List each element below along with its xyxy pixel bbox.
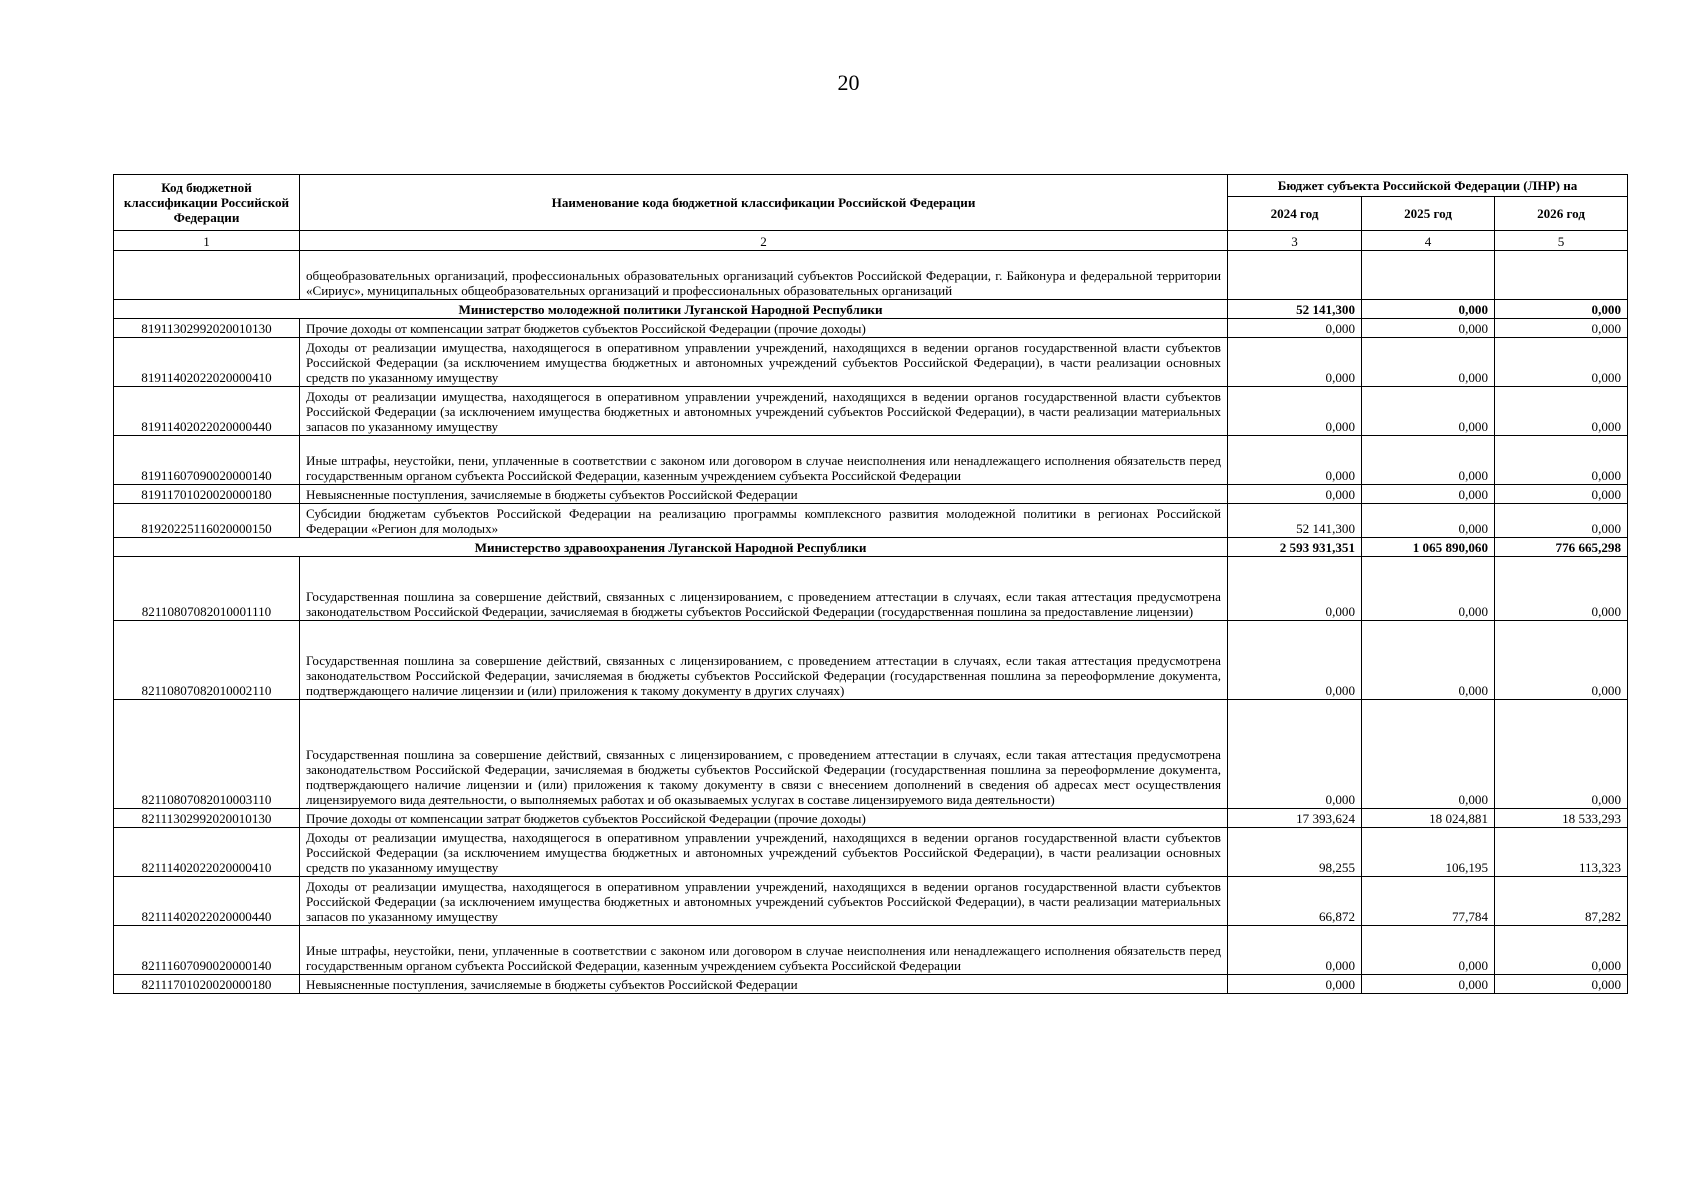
value-2025: 77,784 (1362, 877, 1495, 926)
value-2026: 0,000 (1495, 504, 1628, 538)
value-2025 (1362, 251, 1495, 300)
value-2026: 0,000 (1495, 557, 1628, 621)
table-row (114, 700, 1628, 809)
value-2024: 0,000 (1228, 338, 1362, 387)
code-name: Доходы от реализации имущества, находящегося в оперативном управлении учреждений, находящихся в ведении органов государственной власти субъектов Российской Федерации (за исключением имущества бюджетных и автономных учреждений субъектов Российской Федерации), в части реализации основных средств по указанному имуществу (300, 338, 1228, 387)
col-number: 3 (1228, 231, 1362, 251)
value-2024: 0,000 (1228, 557, 1362, 621)
value-2024: 0,000 (1228, 436, 1362, 485)
budget-table (113, 174, 1628, 994)
code-name: Государственная пошлина за совершение действий, связанных с лицензированием, с проведением аттестации в случаях, если такая аттестация предусмотрена законодательством Российской Федерации, зачисляемая в бюджеты субъектов Российской Федерации (государственная пошлина за переоформление документа, подтверждающего наличие лицензии и (или) приложения к такому документу в других случаях) (300, 621, 1228, 700)
section-row (114, 300, 1628, 319)
budget-code: 81911607090020000140 (114, 436, 300, 485)
table-row (114, 251, 1628, 300)
section-total-2025: 0,000 (1362, 300, 1495, 319)
value-2026 (1495, 251, 1628, 300)
code-name: Иные штрафы, неустойки, пени, уплаченные в соответствии с законом или договором в случае неисполнения или ненадлежащего исполнения обязательств перед государственным органом субъекта Российской Федерации, казенным учреждением субъекта Российской Федерации (300, 436, 1228, 485)
value-2025: 0,000 (1362, 621, 1495, 700)
value-2026: 0,000 (1495, 436, 1628, 485)
table-row (114, 621, 1628, 700)
table-row (114, 319, 1628, 338)
value-2024: 0,000 (1228, 926, 1362, 975)
page-number: 20 (837, 70, 860, 95)
value-2024: 98,255 (1228, 828, 1362, 877)
col-number: 4 (1362, 231, 1495, 251)
table-row (114, 504, 1628, 538)
budget-code: 81911302992020010130 (114, 319, 300, 338)
value-2026: 0,000 (1495, 319, 1628, 338)
table-header (114, 175, 1628, 251)
code-name: Доходы от реализации имущества, находящегося в оперативном управлении учреждений, находящихся в ведении органов государственной власти субъектов Российской Федерации (за исключением имущества бюджетных и автономных учреждений субъектов Российской Федерации), в части реализации материальных запасов по указанному имуществу (300, 877, 1228, 926)
section-total-2024: 2 593 931,351 (1228, 538, 1362, 557)
budget-code: 81911402022020000440 (114, 387, 300, 436)
header-budget: Бюджет субъекта Российской Федерации (ЛНР) на (1228, 175, 1628, 197)
value-2024: 0,000 (1228, 621, 1362, 700)
budget-code: 82110807082010003110 (114, 700, 300, 809)
value-2024 (1228, 251, 1362, 300)
value-2026: 0,000 (1495, 338, 1628, 387)
value-2024: 0,000 (1228, 975, 1362, 994)
value-2025: 0,000 (1362, 436, 1495, 485)
value-2026: 0,000 (1495, 700, 1628, 809)
section-title: Министерство молодежной политики Луганской Народной Республики (114, 300, 1228, 319)
budget-code: 82111607090020000140 (114, 926, 300, 975)
table-row (114, 877, 1628, 926)
value-2026: 0,000 (1495, 387, 1628, 436)
section-row (114, 538, 1628, 557)
value-2026: 0,000 (1495, 975, 1628, 994)
table-row (114, 809, 1628, 828)
section-title: Министерство здравоохранения Луганской Народной Республики (114, 538, 1228, 557)
code-name: Субсидии бюджетам субъектов Российской Федерации на реализацию программы комплексного развития молодежной политики в регионах Российской Федерации «Регион для молодых» (300, 504, 1228, 538)
header-name: Наименование кода бюджетной классификации Российской Федерации (300, 175, 1228, 231)
value-2024: 52 141,300 (1228, 504, 1362, 538)
value-2025: 0,000 (1362, 338, 1495, 387)
value-2025: 0,000 (1362, 485, 1495, 504)
value-2024: 17 393,624 (1228, 809, 1362, 828)
section-total-2025: 1 065 890,060 (1362, 538, 1495, 557)
value-2025: 0,000 (1362, 975, 1495, 994)
table-row (114, 485, 1628, 504)
table-row (114, 436, 1628, 485)
table-row (114, 828, 1628, 877)
code-name: общеобразовательных организаций, профессиональных образовательных организаций субъектов Российской Федерации, г. Байконура и федеральной территории «Сириус», муниципальных общеобразовательных организаций и профессиональных образовательных организаций (300, 251, 1228, 300)
budget-code (114, 251, 300, 300)
table-row (114, 557, 1628, 621)
code-name: Доходы от реализации имущества, находящегося в оперативном управлении учреждений, находящихся в ведении органов государственной власти субъектов Российской Федерации (за исключением имущества бюджетных и автономных учреждений субъектов Российской Федерации), в части реализации материальных запасов по указанному имуществу (300, 387, 1228, 436)
header-year-2024: 2024 год (1228, 197, 1362, 231)
budget-code: 82110807082010001110 (114, 557, 300, 621)
code-name: Иные штрафы, неустойки, пени, уплаченные в соответствии с законом или договором в случае неисполнения или ненадлежащего исполнения обязательств перед государственным органом субъекта Российской Федерации, казенным учреждением субъекта Российской Федерации (300, 926, 1228, 975)
budget-code: 81920225116020000150 (114, 504, 300, 538)
value-2024: 0,000 (1228, 700, 1362, 809)
col-number: 1 (114, 231, 300, 251)
value-2025: 0,000 (1362, 926, 1495, 975)
budget-code: 82111402022020000410 (114, 828, 300, 877)
value-2026: 113,323 (1495, 828, 1628, 877)
col-number: 2 (300, 231, 1228, 251)
table-row (114, 338, 1628, 387)
value-2026: 87,282 (1495, 877, 1628, 926)
value-2024: 66,872 (1228, 877, 1362, 926)
value-2026: 0,000 (1495, 926, 1628, 975)
code-name: Государственная пошлина за совершение действий, связанных с лицензированием, с проведением аттестации в случаях, если такая аттестация предусмотрена законодательством Российской Федерации, зачисляемая в бюджеты субъектов Российской Федерации (государственная пошлина за предоставление лицензии) (300, 557, 1228, 621)
section-total-2026: 0,000 (1495, 300, 1628, 319)
code-name: Государственная пошлина за совершение действий, связанных с лицензированием, с проведением аттестации в случаях, если такая аттестация предусмотрена законодательством Российской Федерации, зачисляемая в бюджеты субъектов Российской Федерации (государственная пошлина за переоформление документа, подтверждающего наличие лицензии и (или) приложения к такому документу в связи с внесением дополнений в сведения об адресах мест осуществления лицензируемого вида деятельности, о выполняемых работах и об оказываемых услугах в составе лицензируемого вида деятельности) (300, 700, 1228, 809)
value-2025: 0,000 (1362, 700, 1495, 809)
table-row (114, 387, 1628, 436)
value-2024: 0,000 (1228, 387, 1362, 436)
col-number: 5 (1495, 231, 1628, 251)
header-year-2025: 2025 год (1362, 197, 1495, 231)
table-row (114, 926, 1628, 975)
value-2025: 0,000 (1362, 504, 1495, 538)
table-body (114, 251, 1628, 994)
code-name: Невыясненные поступления, зачисляемые в бюджеты субъектов Российской Федерации (300, 485, 1228, 504)
value-2024: 0,000 (1228, 319, 1362, 338)
code-name: Доходы от реализации имущества, находящегося в оперативном управлении учреждений, находящихся в ведении органов государственной власти субъектов Российской Федерации (за исключением имущества бюджетных и автономных учреждений субъектов Российской Федерации), в части реализации основных средств по указанному имуществу (300, 828, 1228, 877)
value-2025: 0,000 (1362, 319, 1495, 338)
section-total-2024: 52 141,300 (1228, 300, 1362, 319)
header-code: Код бюджетной классификации Российской Федерации (114, 175, 300, 231)
header-year-2026: 2026 год (1495, 197, 1628, 231)
table-row (114, 975, 1628, 994)
code-name: Прочие доходы от компенсации затрат бюджетов субъектов Российской Федерации (прочие доходы) (300, 319, 1228, 338)
budget-code: 82111302992020010130 (114, 809, 300, 828)
code-name: Прочие доходы от компенсации затрат бюджетов субъектов Российской Федерации (прочие доходы) (300, 809, 1228, 828)
value-2026: 0,000 (1495, 621, 1628, 700)
section-total-2026: 776 665,298 (1495, 538, 1628, 557)
budget-code: 82110807082010002110 (114, 621, 300, 700)
value-2025: 0,000 (1362, 387, 1495, 436)
value-2025: 106,195 (1362, 828, 1495, 877)
value-2026: 0,000 (1495, 485, 1628, 504)
value-2026: 18 533,293 (1495, 809, 1628, 828)
budget-code: 82111701020020000180 (114, 975, 300, 994)
code-name: Невыясненные поступления, зачисляемые в бюджеты субъектов Российской Федерации (300, 975, 1228, 994)
budget-code: 82111402022020000440 (114, 877, 300, 926)
value-2025: 0,000 (1362, 557, 1495, 621)
budget-code: 81911701020020000180 (114, 485, 300, 504)
budget-code: 81911402022020000410 (114, 338, 300, 387)
value-2025: 18 024,881 (1362, 809, 1495, 828)
value-2024: 0,000 (1228, 485, 1362, 504)
